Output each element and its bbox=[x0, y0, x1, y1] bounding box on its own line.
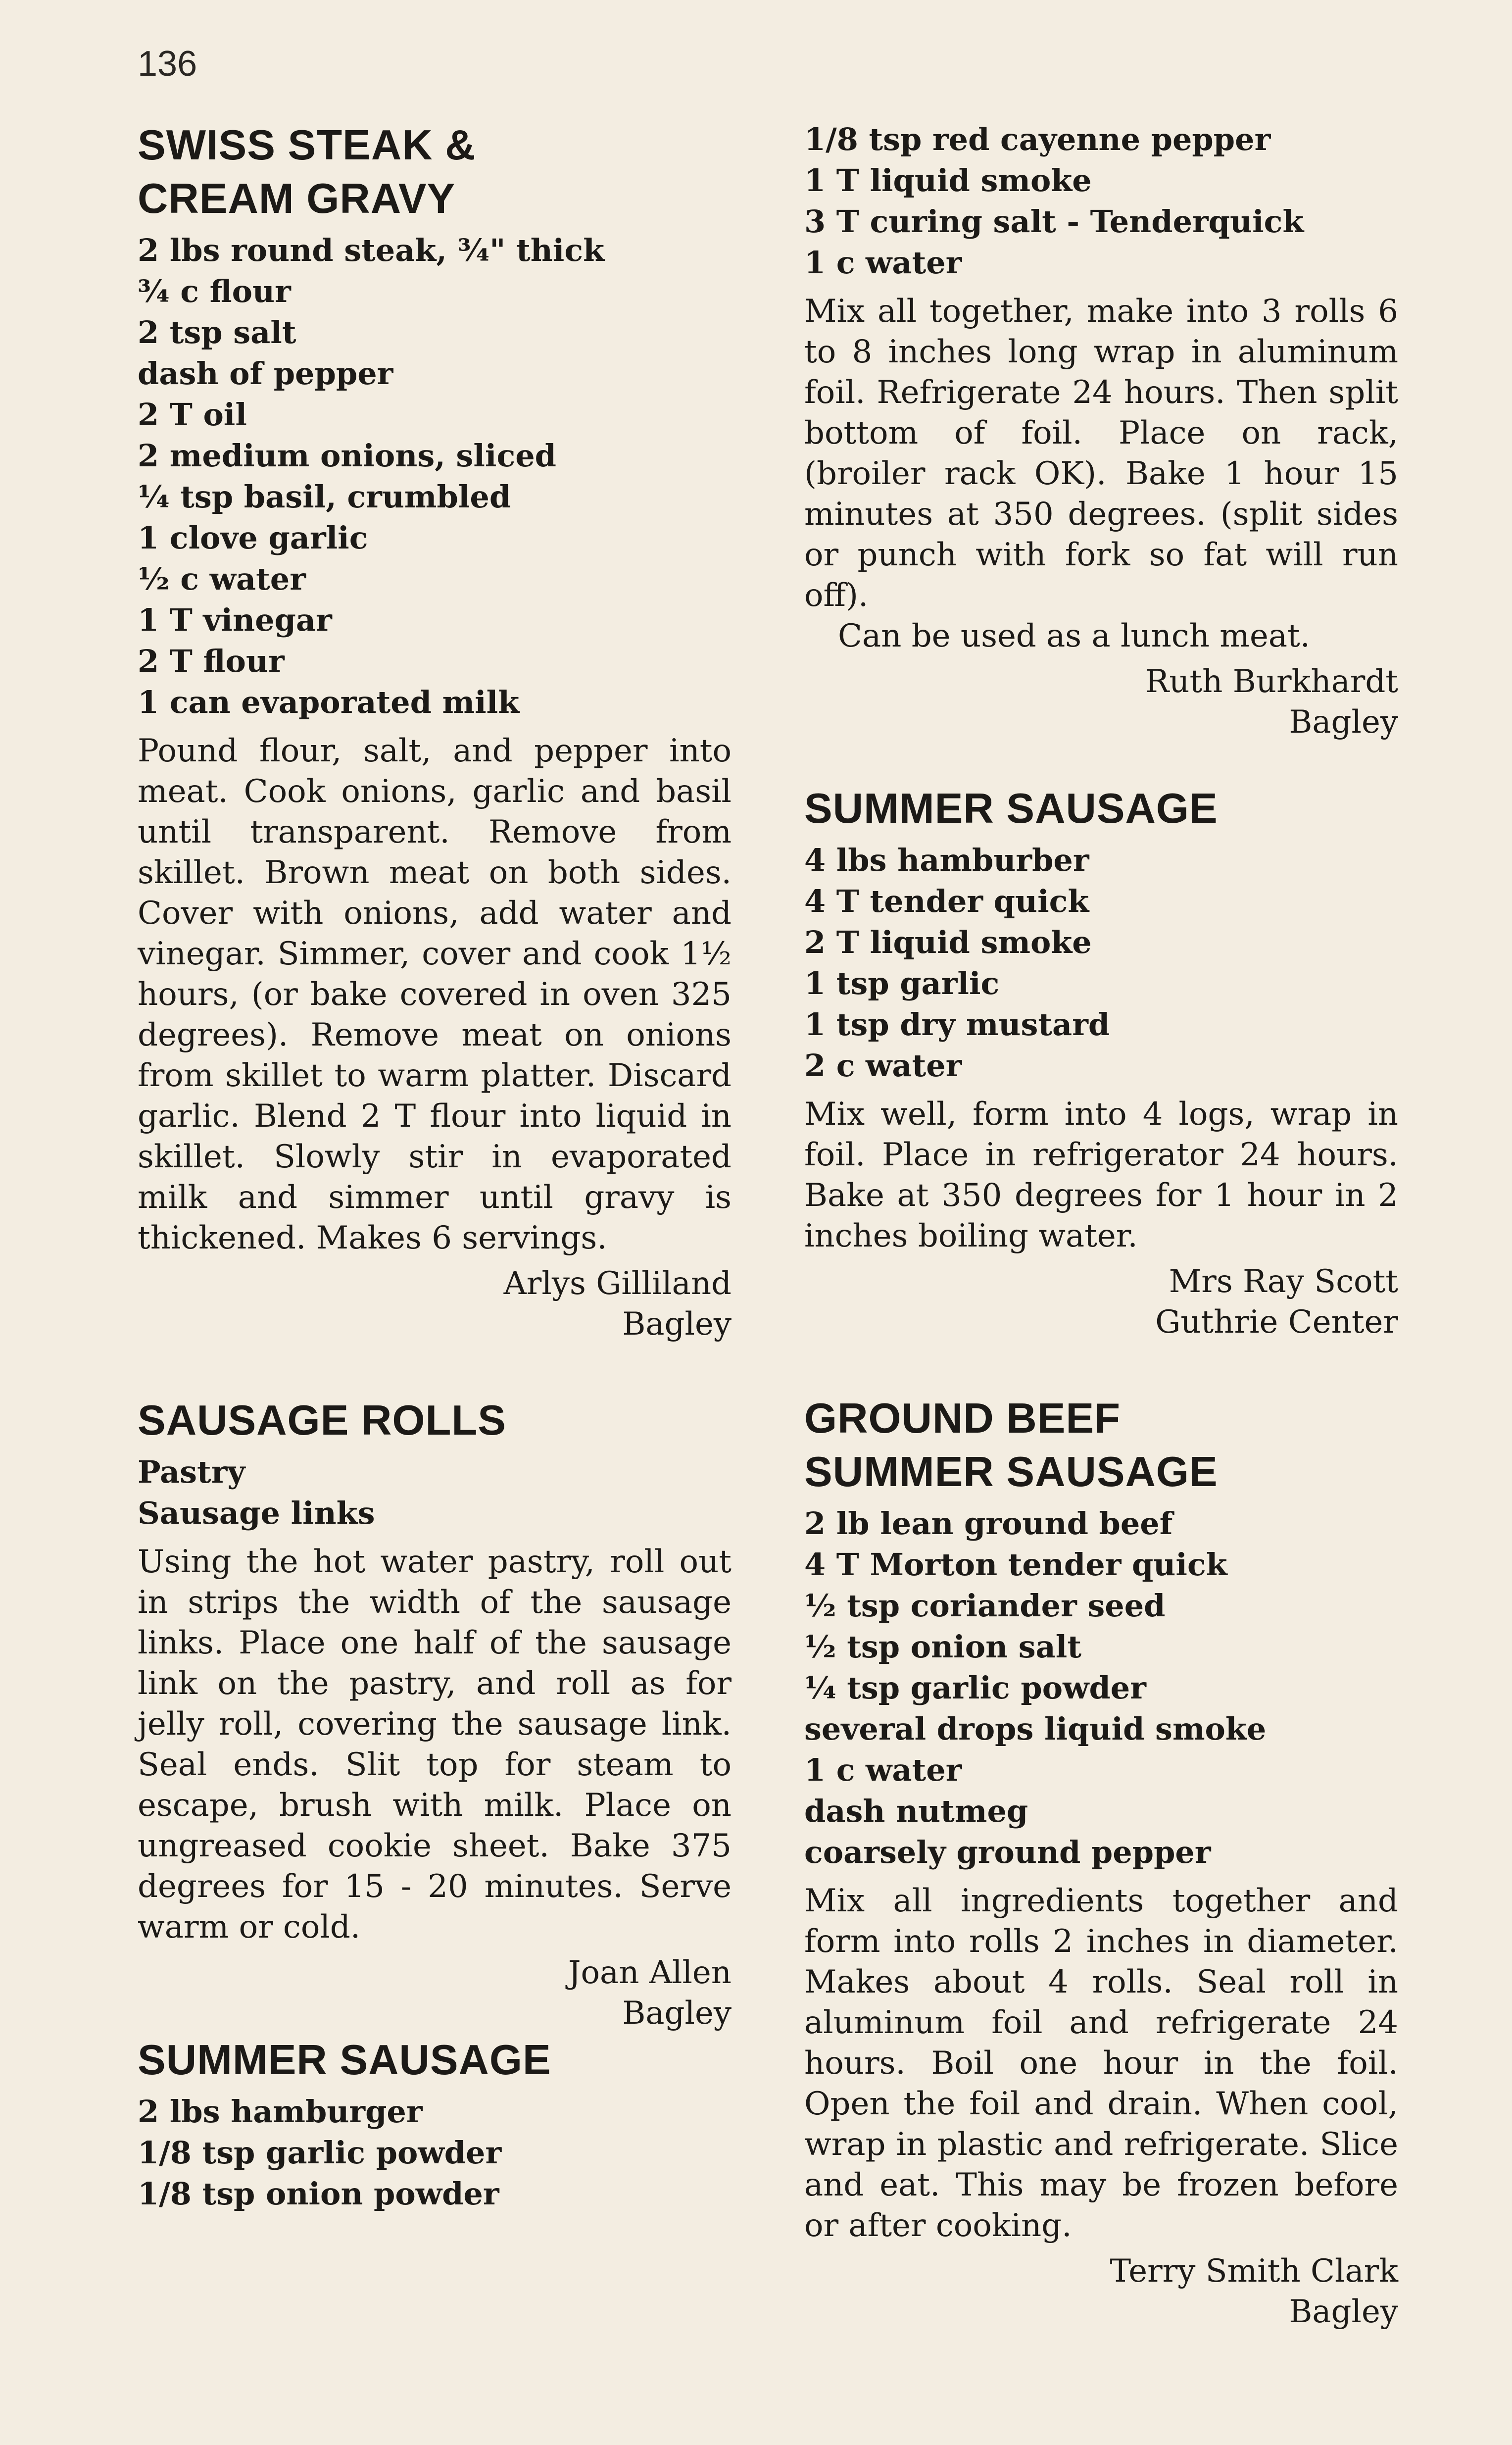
ingredient: 2 T oil bbox=[138, 397, 247, 433]
recipe-title-line-1: GROUND BEEF bbox=[804, 1395, 1121, 1442]
ingredient-list bbox=[138, 1451, 732, 1534]
ingredient: 2 lbs round steak, ¾" thick bbox=[138, 232, 605, 268]
ingredient: dash nutmeg bbox=[804, 1793, 1028, 1829]
ingredient: 2 lbs hamburger bbox=[138, 2094, 423, 2130]
ingredient-list bbox=[138, 2091, 732, 2214]
recipe-sausage-rolls bbox=[138, 1394, 732, 2034]
author-town: Guthrie Center bbox=[1155, 1304, 1398, 1341]
recipe-author bbox=[804, 2251, 1398, 2332]
recipe-author bbox=[804, 1261, 1398, 1343]
ingredient: dash of pepper bbox=[138, 355, 393, 392]
ingredient: 2 medium onions, sliced bbox=[138, 438, 556, 474]
ingredient: 1 can evaporated milk bbox=[138, 684, 520, 720]
recipe-title bbox=[804, 1392, 1398, 1499]
page-number: 136 bbox=[138, 44, 197, 84]
ingredient: 1 T liquid smoke bbox=[804, 162, 1092, 199]
recipe-author bbox=[804, 661, 1398, 743]
ingredient: 1 c water bbox=[804, 1752, 962, 1788]
ingredient: ½ tsp coriander seed bbox=[804, 1588, 1166, 1624]
ingredient: 4 lbs hamburber bbox=[804, 842, 1089, 878]
ingredient: 3 T curing salt - Tenderquick bbox=[804, 203, 1304, 240]
recipe-summer-sausage-2 bbox=[804, 782, 1398, 1343]
ingredient-list bbox=[138, 230, 732, 723]
ingredient: 1 tsp dry mustard bbox=[804, 1006, 1110, 1043]
ingredient: Pastry bbox=[138, 1454, 245, 1490]
ingredient: ¾ c flour bbox=[138, 273, 291, 309]
ingredient: coarsely ground pepper bbox=[804, 1834, 1211, 1870]
ingredient: 1/8 tsp onion powder bbox=[138, 2176, 499, 2212]
author-name: Ruth Burkhardt bbox=[1145, 663, 1398, 700]
recipe-title-line-1: SWISS STEAK & bbox=[138, 122, 476, 169]
ingredient: 4 T Morton tender quick bbox=[804, 1547, 1227, 1583]
recipe-directions: Using the hot water pastry, roll out in strips the width of the sausage links. Place one half of the sausage link on the pastry, and roll as for jelly roll, covering the sausage link. Seal ends. Slit top for steam to escape, brush with milk. Place on ungreased cookie sheet. Bake 375 degrees for 15 - 20 minutes. Serve warm or cold. bbox=[138, 1544, 732, 1946]
ingredient: 1 c water bbox=[804, 245, 962, 281]
ingredient-list bbox=[804, 840, 1398, 1086]
ingredient: 2 T flour bbox=[138, 643, 285, 679]
left-column bbox=[138, 119, 732, 2214]
author-name: Joan Allen bbox=[568, 1954, 732, 1991]
ingredient: 2 lb lean ground beef bbox=[804, 1505, 1173, 1542]
ingredient: ½ c water bbox=[138, 561, 306, 597]
author-town: Bagley bbox=[1289, 704, 1398, 741]
recipe-summer-sausage-1-continued bbox=[804, 119, 1398, 743]
recipe-ground-beef-summer-sausage bbox=[804, 1392, 1398, 2332]
recipe-title-line-2: SUMMER SAUSAGE bbox=[804, 1448, 1218, 1496]
ingredient: 1 tsp garlic bbox=[804, 965, 1000, 1001]
recipe-title: SUMMER SAUSAGE bbox=[804, 785, 1218, 832]
recipe-directions: Pound flour, salt, and pepper into meat. Cook onions, garlic and basil until transparent. Remove from skillet. Brown meat on both sides. Cover with onions, add water and vinegar. Simmer, cover and cook 1½ hours, (or bake covered in oven 325 degrees). Remove meat on onions from skillet to warm platter. Discard garlic. Blend 2 T flour into liquid in skillet. Slowly stir in evaporated milk and simmer until gravy is thickened. Makes 6 servings. bbox=[138, 733, 732, 1256]
ingredient: 4 T tender quick bbox=[804, 883, 1089, 919]
ingredient: 2 T liquid smoke bbox=[804, 924, 1092, 960]
ingredient-list bbox=[804, 1503, 1398, 1873]
ingredient: 2 c water bbox=[804, 1048, 962, 1084]
recipe-author bbox=[138, 1263, 732, 1345]
author-name: Mrs Ray Scott bbox=[1169, 1263, 1398, 1300]
recipe-directions: Mix all together, make into 3 rolls 6 to 8 inches long wrap in aluminum foil. Refrigerate 24 hours. Then split bottom of foil. Place on rack, (broiler rack OK). Bake 1 hour 15 minutes at 350 degrees. (split sides or punch with fork so fat will run off). bbox=[804, 293, 1398, 614]
author-name: Terry Smith Clark bbox=[1110, 2253, 1398, 2290]
recipe-directions: Mix well, form into 4 logs, wrap in foil. Place in refrigerator 24 hours. Bake at 350 degrees for 1 hour in 2 inches boiling water. bbox=[804, 1096, 1398, 1254]
ingredient: Sausage links bbox=[138, 1495, 375, 1531]
recipe-title bbox=[138, 119, 732, 226]
author-town: Bagley bbox=[622, 1306, 732, 1343]
ingredient: 2 tsp salt bbox=[138, 314, 296, 350]
ingredient-list bbox=[804, 119, 1398, 283]
ingredient: ¼ tsp basil, crumbled bbox=[138, 479, 511, 515]
ingredient: several drops liquid smoke bbox=[804, 1711, 1267, 1747]
ingredient: 1 clove garlic bbox=[138, 520, 368, 556]
ingredient: ¼ tsp garlic powder bbox=[804, 1670, 1146, 1706]
recipe-swiss-steak bbox=[138, 119, 732, 1345]
ingredient: ½ tsp onion salt bbox=[804, 1629, 1081, 1665]
recipe-directions: Mix all ingredients together and form into rolls 2 inches in diameter. Makes about 4 rolls. Seal roll in aluminum foil and refrigerate 24 hours. Boil one hour in the foil. Open the foil and drain. When cool, wrap in plastic and refrigerate. Slice and eat. This may be frozen before or after cooking. bbox=[804, 1883, 1398, 2244]
author-town: Bagley bbox=[622, 1995, 732, 2032]
ingredient: 1/8 tsp garlic powder bbox=[138, 2135, 502, 2171]
right-column bbox=[804, 119, 1398, 2332]
ingredient: 1 T vinegar bbox=[138, 602, 332, 638]
ingredient: 1/8 tsp red cayenne pepper bbox=[804, 121, 1271, 157]
recipe-title: SUMMER SAUSAGE bbox=[138, 2037, 551, 2084]
recipe-title-line-2: CREAM GRAVY bbox=[138, 175, 456, 222]
author-town: Bagley bbox=[1289, 2294, 1398, 2330]
recipe-title: SAUSAGE ROLLS bbox=[138, 1397, 507, 1444]
recipe-author bbox=[138, 1952, 732, 2034]
author-name: Arlys Gilliland bbox=[503, 1265, 732, 1302]
recipe-summer-sausage-1 bbox=[138, 2034, 732, 2214]
recipe-note: Can be used as a lunch meat. bbox=[838, 618, 1311, 654]
